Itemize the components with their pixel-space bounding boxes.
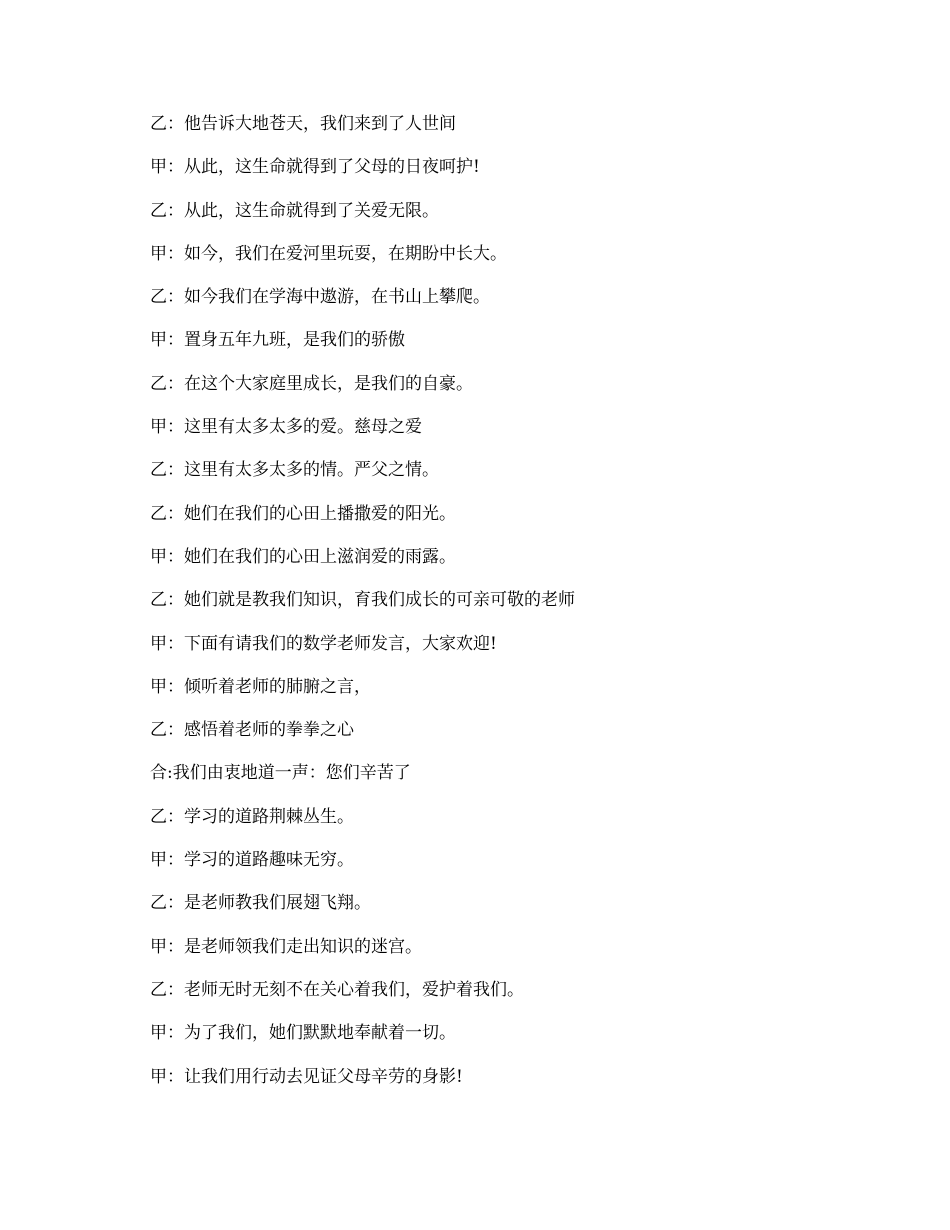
dialogue-line: 甲：置身五年九班，是我们的骄傲 [150,330,405,351]
dialogue-line: 甲：下面有请我们的数学老师发言，大家欢迎! [150,633,497,654]
dialogue-line: 甲：从此，这生命就得到了父母的日夜呵护! [150,157,480,178]
dialogue-line: 乙：这里有太多太多的情。严父之情。 [150,460,439,481]
dialogue-line: 甲：倾听着老师的肺腑之言， [150,676,371,697]
dialogue-line: 乙：她们在我们的心田上播撒爱的阳光。 [150,503,456,524]
dialogue-line: 乙：感悟着老师的拳拳之心 [150,720,354,741]
dialogue-line: 甲：学习的道路趣味无穷。 [150,850,354,871]
dialogue-line: 乙：老师无时无刻不在关心着我们，爱护着我们。 [150,979,524,1000]
dialogue-line: 乙：学习的道路荆棘丛生。 [150,806,354,827]
dialogue-line: 甲：这里有太多太多的爱。慈母之爱 [150,417,422,438]
dialogue-line: 甲：让我们用行动去见证父母辛劳的身影! [150,1066,463,1087]
dialogue-line: 乙：是老师教我们展翅飞翔。 [150,893,371,914]
dialogue-line: 乙：如今我们在学海中遨游，在书山上攀爬。 [150,287,490,308]
dialogue-line: 甲：她们在我们的心田上滋润爱的雨露。 [150,546,456,567]
dialogue-lines [150,110,850,1106]
dialogue-line: 乙：她们就是教我们知识，育我们成长的可亲可敬的老师 [150,590,575,611]
dialogue-line: 合:我们由衷地道一声：您们辛苦了 [150,763,411,784]
dialogue-line: 甲：为了我们，她们默默地奉献着一切。 [150,1023,456,1044]
dialogue-line: 甲：如今，我们在爱河里玩耍，在期盼中长大。 [150,243,507,264]
dialogue-line: 乙：他告诉大地苍天，我们来到了人世间 [150,114,456,134]
dialogue-line: 乙：从此，这生命就得到了关爱无限。 [150,200,439,221]
dialogue-line: 甲：是老师领我们走出知识的迷宫。 [150,936,422,957]
dialogue-line: 乙：在这个大家庭里成长，是我们的自豪。 [150,373,473,394]
